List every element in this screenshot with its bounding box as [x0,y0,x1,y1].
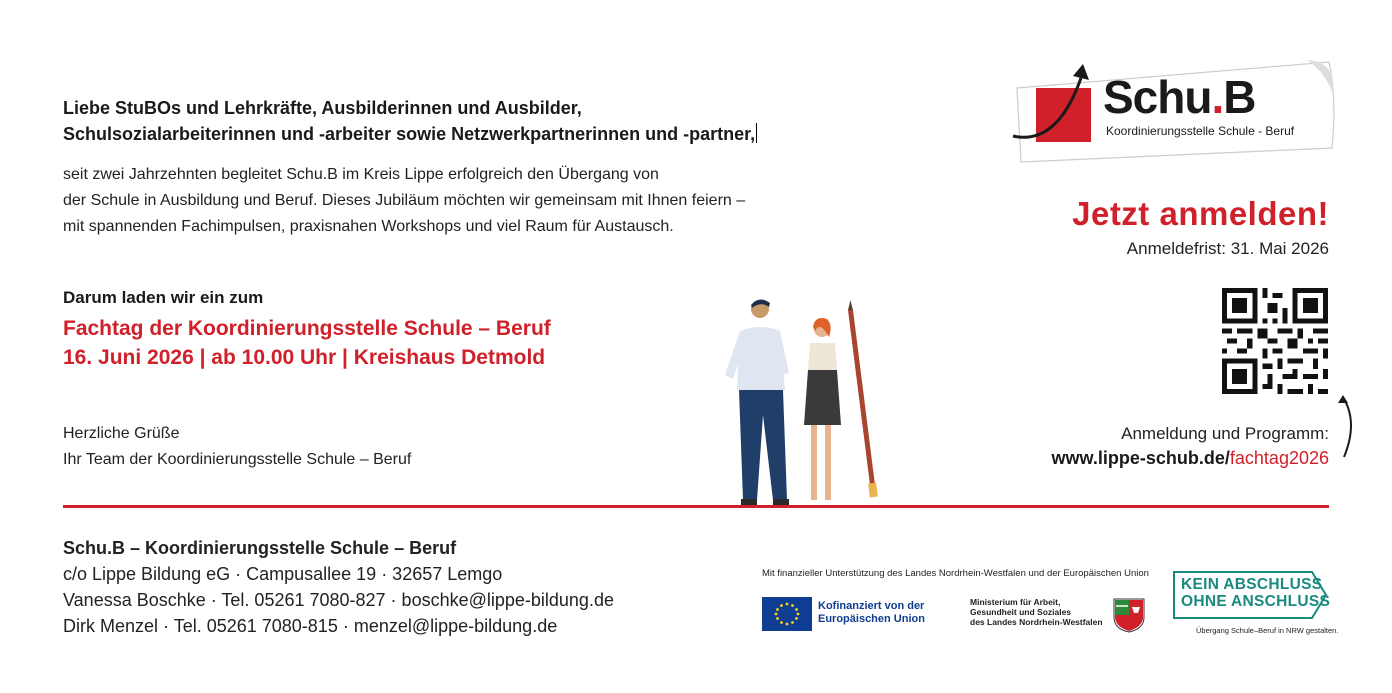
eu-line-2: Europäischen Union [818,613,925,625]
logo-word-dot: . [1211,71,1224,123]
ministry-line-2: Gesundheit und Soziales [970,607,1072,617]
kein-line-2: OHNE ANSCHLUSS [1181,593,1331,610]
logo-word-end: B [1223,71,1256,123]
kein-abschluss-subtitle: Übergang Schule–Beruf in NRW gestalten. [1196,626,1339,635]
invitation-lead: Darum laden wir ein zum [63,288,264,307]
intro-line-2: der Schule in Ausbildung und Beruf. Dieses Jubiläum möchten wir gemeinsam mit Ihnen feiern – [63,192,746,209]
footer-contact-boschke: Vanessa Boschke · Tel. 05261 7080-827 · boschke@lippe-bildung.de [63,590,614,610]
regards-line-2: Ihr Team der Koordinierungsstelle Schule – Beruf [63,451,412,468]
people-illustration [715,295,895,515]
woman-blouse [808,343,837,370]
logo-subtitle: Koordinierungsstelle Schule - Beruf [1106,124,1295,138]
text-cursor [756,123,757,143]
registration-deadline: Anmeldefrist: 31. Mai 2026 [1126,239,1329,258]
funding-note: Mit finanzieller Unterstützung des Landes Nordrhein-Westfalen und der Europäischen Union [762,568,1149,579]
pencil-tip [848,300,853,310]
pencil-body [848,310,875,485]
ministry-text [970,597,1103,627]
pencil-eraser [868,483,878,498]
nrw-crest-icon [1112,597,1146,633]
kein-line-1: KEIN ABSCHLUSS [1181,576,1323,593]
regards-line-1: Herzliche Grüße [63,425,180,442]
footer-contact [63,535,614,639]
woman-leg-right [825,425,831,500]
registration-url-base[interactable]: www.lippe-schub.de/ [1051,448,1230,468]
registration-label: Anmeldung und Programm: [1121,424,1329,443]
intro-line-1: seit zwei Jahrzehnten begleitet Schu.B im Kreis Lippe erfolgreich den Übergang von [63,166,659,183]
woman-leg-left [811,425,817,500]
registration-url-path[interactable]: fachtag2026 [1229,448,1329,468]
greeting-line-1: Liebe StuBOs und Lehrkräfte, Ausbilderinnen und Ausbilder, [63,98,582,118]
eu-cofunded-text [818,600,925,626]
event-details: 16. Juni 2026 | ab 10.00 Uhr | Kreishaus Detmold [63,346,546,369]
eu-line-1: Kofinanziert von der [818,600,925,612]
ministry-line-1: Ministerium für Arbeit, [970,597,1061,607]
greeting-line-2: Schulsozialarbeiterinnen und -arbeiter sowie Netzwerkpartnerinnen und -partner, [63,124,756,144]
event-title: Fachtag der Koordinierungsstelle Schule – Beruf [63,317,551,340]
intro-paragraph [63,162,745,240]
footer-org: Schu.B – Koordinierungsstelle Schule – Beruf [63,538,457,558]
eu-flag-icon [762,597,812,631]
curved-arrow-icon [1330,393,1360,463]
logo-word-main: Schu [1103,71,1212,123]
logo-wordmark [1103,70,1255,124]
intro-line-3: mit spannenden Fachimpulsen, praxisnahen Workshops und viel Raum für Austausch. [63,218,674,235]
man-trousers [739,390,787,500]
footer-contact-menzel: Dirk Menzel · Tel. 05261 7080-815 · menzel@lippe-bildung.de [63,616,558,636]
ministry-line-3: des Landes Nordrhein-Westfalen [970,617,1103,627]
registration-cta: Jetzt anmelden! [1072,195,1329,232]
qr-code[interactable] [1222,288,1328,394]
kein-abschluss-text [1181,576,1330,610]
greeting [63,95,757,147]
logo-arrow-head [1073,64,1089,80]
regards [63,421,411,473]
footer-address: c/o Lippe Bildung eG · Campusallee 19 · 32657 Lemgo [63,564,503,584]
woman-skirt [804,370,841,425]
registration-link[interactable] [1052,448,1329,469]
red-divider [63,505,1329,508]
event-block [63,314,551,372]
